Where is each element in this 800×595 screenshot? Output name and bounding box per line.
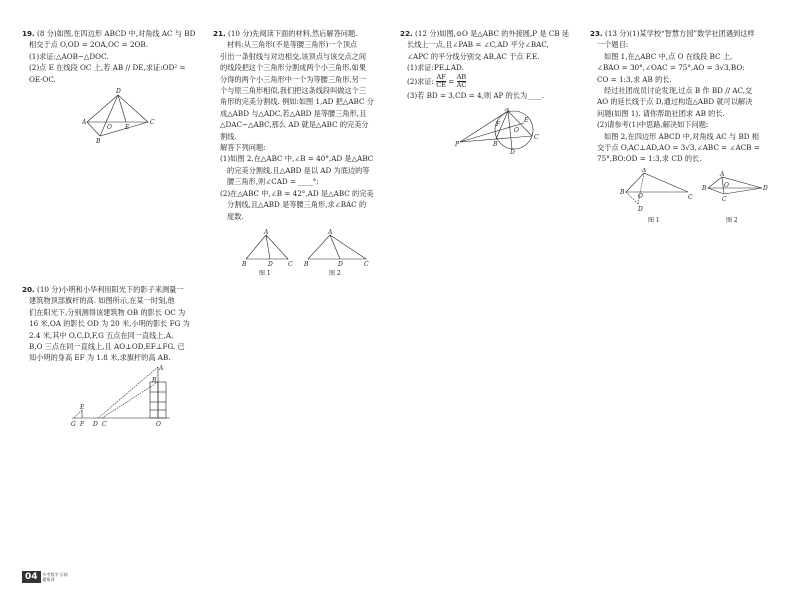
q23-problem-3: CO = 1:3,求 AB 的长. [597,74,672,84]
q22-line-1: 22. (12 分)如图,⊙O 是△ABC 的外接圆,P 是 CB 延 [400,29,570,38]
q21-part1-3: 腰三角形,则∠CAD = ____°; [227,177,319,187]
q23-f1-label-c: C [688,194,693,201]
q23-part2-3: 75°,BO:OD = 1:3,求 CD 的长. [597,154,702,164]
q19-label-c: C [150,119,155,126]
q19-line-3: (1)求证:△AOB∽△DOC. [29,51,109,61]
q23-f1-label-d: D [638,206,643,213]
q23-f1-label-b: B [620,189,625,196]
q23-part2-1: 如图 2,在四边形 ABCD 中,对角线 AC 与 BD 相 [604,131,759,141]
q20-line-4: 16 米,OA 的影长 OD 为 20 米,小明的影长 FG 为 [29,319,190,329]
q21-figure-2-caption: 图 2 [329,270,341,276]
q21-part2-3: 度数. [227,211,244,221]
question-23 [590,28,780,165]
q23-f1-label-o: O [638,193,643,200]
q21-f1-label-c: C [288,261,293,268]
q21-part2-1: (2)在△ABC 中,∠B = 42°,AD 是△ABC 的完美 [220,188,374,198]
q21-f1-label-a: A [264,229,269,236]
q20-label-e: E [80,404,85,411]
q22-fraction-2: $\frac{AB}{AC}$ [456,73,467,90]
q19-line-4: (2)点 E 在线段 OC 上,若 AB // DE,求证:OD² = [29,63,186,73]
q20-label-g: G [71,421,76,428]
q23-f2-label-a: A [720,171,725,178]
q23-part2-head: (2)请参考(1)中思路,解决如下问题: [597,120,709,130]
q21-f2-label-c: C [364,261,369,268]
q19-label-d: D [116,88,121,95]
q19-line-1: 19. (8 分)如图,在四边形 ABCD 中,对角线 AC 与 BD [22,29,196,38]
q22-label-e: E [524,117,529,124]
q21-part2-2: 分割线,且△ABD 是等腰三角形,求∠BAC 的 [227,200,367,210]
q19-number: 19. [22,29,35,38]
q20-label-f: F [80,421,85,428]
q21-prompt: 解答下列问题: [220,143,266,153]
q23-figure-1-caption: 图 1 [648,217,660,224]
q20-line-3: 们在阳光下,分别测得该建筑物 OB 的影长 OC 为 [29,307,186,317]
q22-line-2: 长线上一点,且∠PAB = ∠C,AD 平分∠BAC, [407,40,549,50]
q22-number: 22. [400,29,413,38]
q20-line-7: 知小明的身高 EF 为 1.8 米,求旗杆的高 AB. [29,353,171,363]
q20-label-b: B [152,377,157,384]
q19-label-a: A [82,119,87,126]
q22-label-d: D [510,149,515,154]
q20-label-c: C [102,421,107,428]
q19-label-b: B [96,138,101,145]
q22-label-c: C [534,134,539,141]
q21-figure-1-caption: 图 1 [259,270,271,276]
q21-material-3: 的线段把这个三角形分割成两个小三角形,如果 [220,63,367,73]
q19-line-2: 相交于点 O,OD = 2OA,OC = 2OB. [29,40,148,50]
q23-f2-label-b: B [702,185,707,192]
q21-f2-label-b: B [304,261,309,268]
q20-label-a: A [159,365,164,372]
q21-material-1: 材料:从三角形(不是等腰三角形)一个顶点 [227,40,358,50]
q21-material-2: 引出一条射线与对边相交,该顶点与该交点之间 [220,51,367,61]
q19-figure [82,85,162,147]
q22-figure [452,108,548,154]
q22-part1: (1)求证:PE⊥AD. [407,63,464,73]
q20-line-5: 2.4 米,其中 O,C,D,F,G 五点在同一直线上,A, [29,330,174,340]
q22-label-f: F [496,121,501,128]
q21-f1-label-d: D [268,261,273,268]
q23-figure-2-caption: 图 2 [726,217,738,224]
q23-problem-2: ∠BAO = 30°,∠OAC = 75°,AO = 3√3,BO: [597,63,745,73]
q21-intro: 21. (10 分)先阅读下面的材料,然后解答问题. [213,29,358,38]
q23-figure-2 [700,168,770,224]
q21-part1-1: (1)如图 2,在△ABC 中,∠B = 40°,AD 是△ABC [220,154,374,164]
q21-number: 21. [213,29,226,38]
q23-line-2: 一个题目: [597,40,629,50]
q22-fraction-1: $\frac{AF}{CE}$ [436,73,446,90]
page-footer [22,571,69,583]
q23-f2-label-d: D [763,185,768,192]
q23-part2-2: 交于点 O,AC⊥AD,AO = 3√3,∠ABC = ∠ACB = [597,143,760,153]
q19-line-5: OE·OC. [29,74,56,84]
question-21 [213,28,393,222]
q21-material-8: △DAC∽△ABC,那么 AD 就是△ABC 的完美分 [220,120,369,130]
q23-figure-1 [618,168,694,224]
q22-label-b: B [493,141,498,148]
page-number: 04 [22,571,41,583]
q22-line-3: ∠APC 的平分线分别交 AB,AC 于点 F,E. [407,51,540,61]
q21-material-6: 角形的完美分割线. 例如:如图 1,AD 把△ABC 分 [220,97,374,107]
q22-part2: (2)求证: $\frac{AF}{CE}$ = $\frac{AB}{AC}$ [407,73,467,90]
q20-label-d: D [93,421,98,428]
q21-f2-label-d: D [338,261,343,268]
footer-text: 中考数学 压轴题集训 [42,572,68,582]
q21-f1-label-b: B [242,261,247,268]
q21-f2-label-a: A [328,229,333,236]
q20-line-1: 20. (10 分)小明和小华利用阳光下的影子来测量一 [22,285,184,294]
q22-label-o: O [514,127,519,134]
q20-label-o: O [156,421,161,428]
q21-figure-1 [240,228,296,276]
q21-figure-2 [302,228,372,276]
q23-f2-label-o: O [724,182,729,189]
q23-f1-label-a: A [642,168,647,174]
q21-material-4: 分得的两个小三角形中一个为等腰三角形,另一 [220,74,367,84]
q21-material-9: 割线. [220,131,237,141]
q22-label-p: P [455,141,460,148]
q19-label-o: O [107,124,112,131]
question-22 [400,28,578,101]
q22-part3: (3)若 BD = 3,CD = 4,则 AP 的长为____. [407,90,544,100]
question-19 [22,28,200,85]
q23-problem-5: AO 的延长线于点 D,通过构造△ABD 就可以解决 [597,97,753,107]
q21-material-7: 成△ABD 与△ADC,若△ABD 是等腰三角形,且 [220,108,367,118]
q23-f2-label-c: C [722,196,727,203]
q23-number: 23. [590,29,603,38]
q23-problem-1: 如图 1,在△ABC 中,点 O 在线段 BC 上, [604,51,733,61]
q21-part1-2: 的完美分割线,且△ABD 是以 AD 为底边的等 [227,165,370,175]
q21-material-5: 个与原三角形相似,我们把这条线段叫做这个三 [220,86,367,96]
q19-label-e: E [125,124,130,131]
q20-figure [66,362,176,432]
q23-problem-6: 问题(如图 1). 请你帮助社团求 AB 的长. [597,108,725,118]
q20-line-6: B,O 三点在同一直线上,且 AO⊥OD,EF⊥FG. 已 [29,342,185,352]
q20-line-2: 建筑物顶部旗杆的高. 如图所示,在某一时刻,他 [29,296,175,306]
q20-number: 20. [22,285,35,294]
q23-line-1: 23. (13 分)(1)某学校“智慧方园”数学社团遇到这样 [590,29,755,38]
question-20 [22,284,202,364]
q22-label-a: A [505,108,510,113]
q23-problem-4: 经过社团成员讨论发现,过点 B 作 BD // AC,交 [604,86,753,96]
